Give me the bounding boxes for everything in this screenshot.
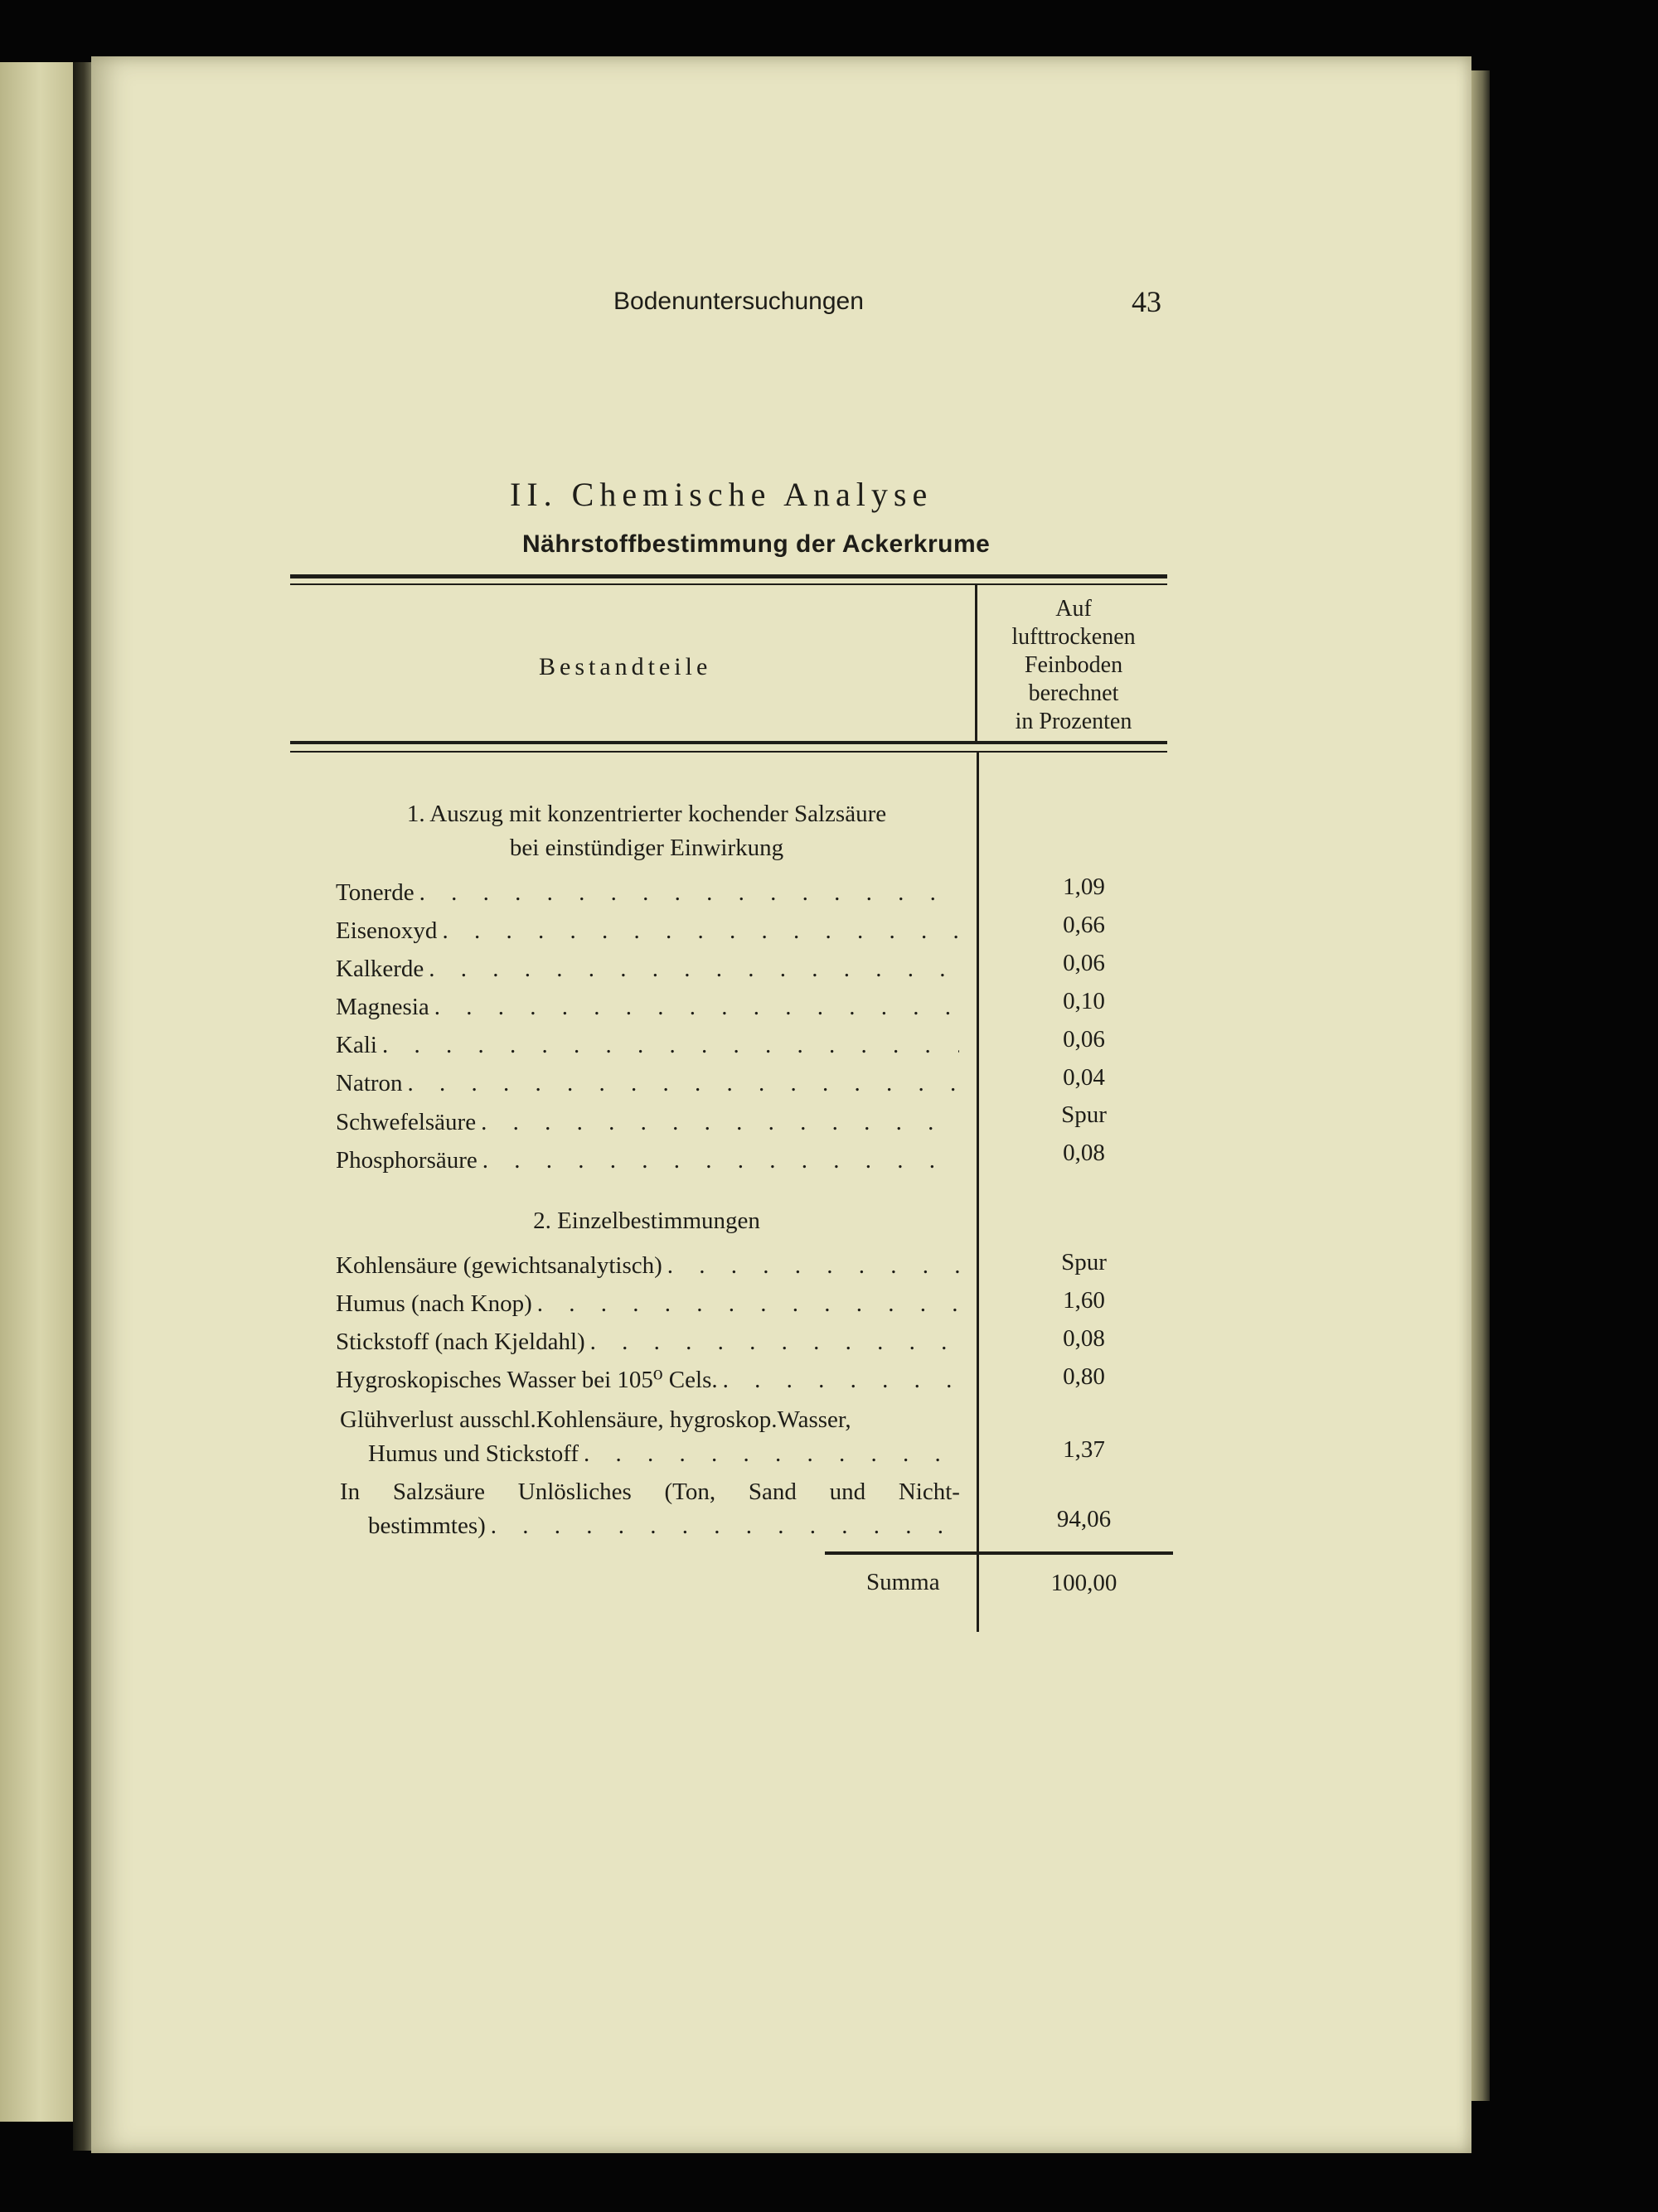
- column-header-line: berechnet: [1028, 680, 1119, 706]
- row-value: 0,08: [1063, 1140, 1105, 1166]
- label-word: Sand: [748, 1479, 797, 1505]
- leader-dots: [532, 1287, 959, 1320]
- table-row: [336, 1325, 959, 1358]
- row-label-line2-wrap: [340, 1437, 960, 1471]
- left-page-edge: [0, 62, 73, 2122]
- row-value: 0,04: [1063, 1064, 1105, 1091]
- page-number: 43: [1132, 285, 1161, 318]
- row-value: 0,06: [1063, 950, 1105, 976]
- group2-heading: 2. Einzelbestimmungen: [533, 1208, 760, 1234]
- row-label: Magnesia: [336, 994, 429, 1020]
- row-value: 1,09: [1063, 874, 1105, 900]
- row-value: 0,80: [1063, 1363, 1105, 1390]
- leader-dots: [486, 1509, 960, 1543]
- label-word: und: [829, 1479, 866, 1505]
- row-label-line1: [340, 1475, 960, 1509]
- table-row: [336, 1067, 959, 1100]
- leader-dots: [579, 1437, 960, 1471]
- running-head: Bodenuntersuchungen: [613, 288, 864, 315]
- row-label-line1: Glühverlust ausschl.Kohlensäure, hygroskop.Wasser,: [340, 1406, 851, 1433]
- row-value: 0,08: [1063, 1325, 1105, 1352]
- row-label: Hygroskopisches Wasser bei 105⁰ Cels.: [336, 1367, 718, 1393]
- table-row: [336, 1029, 959, 1062]
- row-value: 0,10: [1063, 988, 1105, 1014]
- label-word: Unlösliches: [517, 1479, 632, 1505]
- row-label-line2-wrap: [340, 1509, 960, 1543]
- row-label: Tonerde: [336, 879, 414, 906]
- table-row: [336, 1144, 959, 1177]
- section-title: II. Chemische Analyse: [510, 476, 933, 513]
- row-value: Spur: [1061, 1249, 1107, 1275]
- row-value: 0,66: [1063, 912, 1105, 938]
- body-column-divider: [977, 751, 979, 1632]
- leader-dots: [585, 1325, 959, 1358]
- row-label: Stickstoff (nach Kjeldahl): [336, 1329, 585, 1355]
- label-word: In: [340, 1479, 361, 1505]
- leader-dots: [437, 914, 959, 947]
- column-header-line: Auf: [1055, 596, 1092, 622]
- summa-label: Summa: [866, 1569, 940, 1595]
- row-label: Eisenoxyd: [336, 917, 438, 944]
- group1-heading-line1: 1. Auszug mit konzentrierter kochender Salzsäure: [406, 801, 887, 827]
- section-subtitle: Nährstoffbestimmung der Ackerkrume: [522, 530, 991, 558]
- header-bottom-rule-thin: [290, 751, 1167, 753]
- label-word: (Ton,: [664, 1479, 716, 1505]
- table-top-rule-thin: [290, 583, 1167, 585]
- table-row: [336, 1106, 959, 1139]
- header-column-divider: [975, 585, 977, 743]
- column-header-line: lufttrockenen: [1011, 624, 1136, 650]
- group1-heading: [332, 797, 962, 865]
- table-row: [336, 1363, 959, 1396]
- row-value: 94,06: [1056, 1506, 1112, 1532]
- column-header-line: in Prozenten: [1015, 709, 1132, 734]
- row-label: Kali: [336, 1032, 377, 1058]
- row-label: Humus (nach Knop): [336, 1290, 532, 1317]
- row-value: 1,37: [1063, 1436, 1105, 1463]
- table-row: [336, 1287, 959, 1320]
- row-label: Kalkerde: [336, 956, 424, 982]
- row-label-line2: Humus und Stickstoff: [368, 1440, 579, 1467]
- row-label: Phosphorsäure: [336, 1147, 478, 1174]
- row-value: 1,60: [1063, 1287, 1105, 1314]
- group1-heading-line2: bei einstündiger Einwirkung: [509, 835, 784, 861]
- row-value: 0,06: [1063, 1026, 1105, 1053]
- leader-dots: [718, 1363, 959, 1396]
- leader-dots: [377, 1029, 959, 1062]
- leader-dots: [414, 876, 959, 909]
- book-page: [91, 56, 1471, 2153]
- summa-rule: [825, 1551, 1173, 1555]
- row-label-line2: bestimmtes): [368, 1513, 486, 1539]
- leader-dots: [662, 1249, 959, 1282]
- leader-dots: [403, 1067, 959, 1100]
- leader-dots: [429, 990, 959, 1024]
- row-label: Kohlensäure (gewichtsanalytisch): [336, 1252, 662, 1279]
- header-bottom-rule: [290, 741, 1167, 744]
- row-value: Spur: [1061, 1101, 1107, 1128]
- label-word: Salzsäure: [392, 1479, 486, 1505]
- column-header-line: Feinboden: [1024, 652, 1123, 678]
- table-row: [336, 876, 959, 909]
- column-header-bestandteile: Bestandteile: [539, 653, 712, 680]
- table-row: [336, 952, 959, 985]
- leader-dots: [476, 1106, 959, 1139]
- row-label: Schwefelsäure: [336, 1109, 477, 1135]
- row-label: Natron: [336, 1070, 403, 1096]
- book-gutter: [73, 62, 91, 2151]
- table-row: [336, 990, 959, 1024]
- leader-dots: [424, 952, 959, 985]
- summa-value: 100,00: [1050, 1570, 1117, 1596]
- table-row: [336, 914, 959, 947]
- column-header-prozent: [978, 595, 1169, 736]
- table-row-gluehverlust: [340, 1403, 960, 1471]
- table-row: [336, 1249, 959, 1282]
- table-row-unloesliches: [340, 1475, 960, 1543]
- leader-dots: [478, 1144, 959, 1177]
- label-word: Nicht-: [898, 1479, 960, 1505]
- page-stack-edge: [1471, 70, 1490, 2101]
- table-top-rule-thick: [290, 574, 1167, 578]
